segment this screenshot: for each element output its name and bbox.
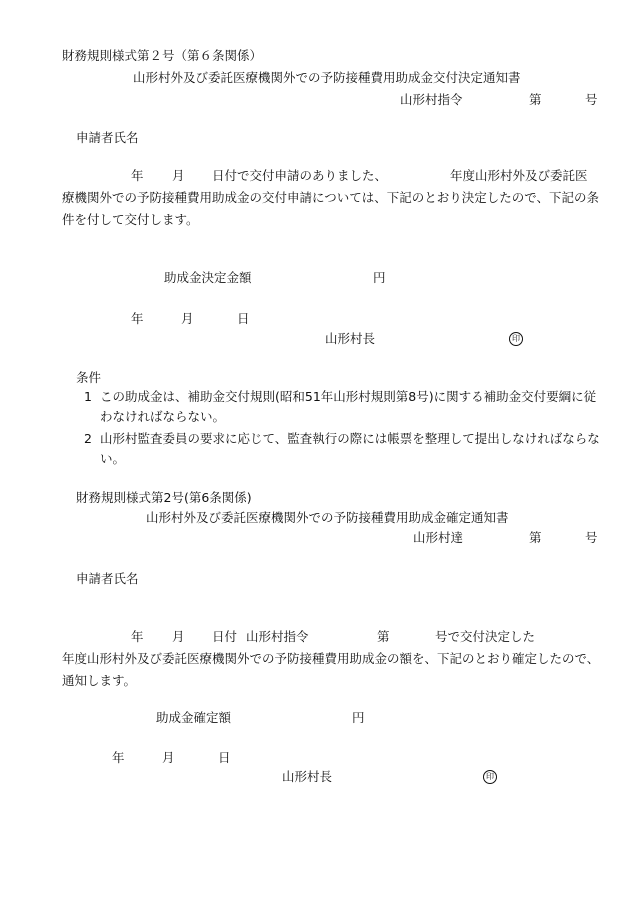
amount-label: 助成金確定額 <box>156 710 232 725</box>
reference-prefix: 第 <box>377 629 390 644</box>
number-prefix: 第 <box>529 530 542 545</box>
seal-mark: 印 <box>509 332 523 346</box>
condition-number: 1 <box>84 389 92 404</box>
applicant-label: 申請者氏名 <box>76 571 139 586</box>
date-year: 年 <box>131 168 144 183</box>
issuer-label: 山形村達 <box>413 530 464 545</box>
sign-month: 月 <box>162 750 175 765</box>
date-month: 月 <box>172 629 185 644</box>
date-day-text: 日付で交付申請のありました、 <box>212 168 388 183</box>
condition-number: 2 <box>84 431 92 446</box>
sign-day: 日 <box>237 311 250 326</box>
amount-unit: 円 <box>373 270 386 285</box>
sign-year: 年 <box>112 750 125 765</box>
document-title: 山形村外及び委託医療機関外での予防接種費用助成金交付決定通知書 <box>133 70 521 85</box>
applicant-label: 申請者氏名 <box>76 130 139 145</box>
amount-unit: 円 <box>352 710 365 725</box>
conditions-label: 条件 <box>76 370 102 385</box>
reference-issuer: 山形村指令 <box>246 629 309 644</box>
body-text: 療機関外での予防接種費用助成金の交付申請については、下記のとおり決定したので、下記の条件を付して交付します。 <box>62 190 600 227</box>
date-year: 年 <box>131 629 144 644</box>
body-text: 年度山形村外及び委託医療機関外での予防接種費用助成金の額を、下記のとおり確定したので、通知します。 <box>62 651 600 688</box>
number-suffix: 号 <box>585 530 598 545</box>
sign-year: 年 <box>131 311 144 326</box>
date-month: 月 <box>172 168 185 183</box>
seal-mark: 印 <box>483 770 497 784</box>
signer-label: 山形村長 <box>282 769 333 784</box>
sign-day: 日 <box>218 750 231 765</box>
condition-text: この助成金は、補助金交付規則(昭和51年山形村規則第8号)に関する補助金交付要綱に従わなければならない。 <box>100 389 597 424</box>
document-title: 山形村外及び委託医療機関外での予防接種費用助成金確定通知書 <box>146 510 509 525</box>
amount-label: 助成金決定金額 <box>164 270 252 285</box>
form-label: 財務規則様式第２号（第６条関係） <box>62 48 263 63</box>
issuer-label: 山形村指令 <box>400 92 463 107</box>
body-line1-end: 年度山形村外及び委託医 <box>450 168 588 183</box>
date-day-text: 日付 <box>212 629 238 644</box>
condition-text: 山形村監査委員の要求に応じて、監査執行の際には帳票を整理して提出しなければならない。 <box>100 431 600 466</box>
sign-month: 月 <box>181 311 194 326</box>
reference-suffix: 号で交付決定した <box>435 629 536 644</box>
number-suffix: 号 <box>585 92 598 107</box>
number-prefix: 第 <box>529 92 542 107</box>
signer-label: 山形村長 <box>325 331 376 346</box>
form-label: 財務規則様式第2号(第6条関係) <box>76 490 252 505</box>
